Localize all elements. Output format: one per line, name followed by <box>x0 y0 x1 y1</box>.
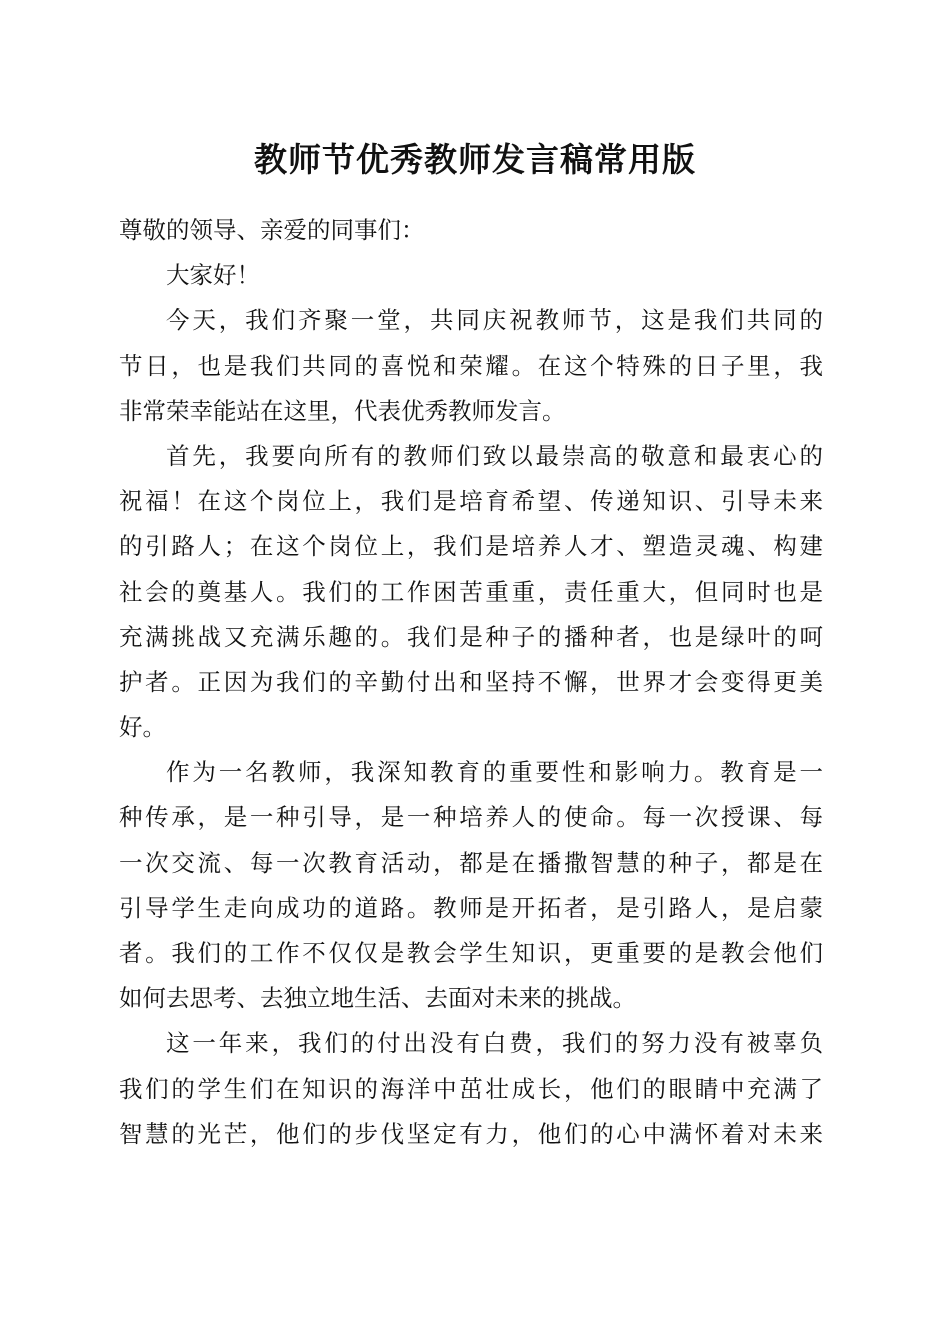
text-line: 社会的奠基人。我们的工作困苦重重，责任重大，但同时也是 <box>119 577 823 606</box>
text-line: 护者。正因为我们的辛勤付出和坚持不懈，世界才会变得更美 <box>119 667 823 696</box>
text-line: 我们的学生们在知识的海洋中茁壮成长，他们的眼睛中充满了 <box>119 1074 823 1103</box>
text-line: 引导学生走向成功的道路。教师是开拓者，是引路人，是启蒙 <box>119 893 823 922</box>
text-line: 尊敬的领导、亲爱的同事们： <box>119 216 425 244</box>
text-line: 种传承，是一种引导，是一种培养人的使命。每一次授课、每 <box>119 803 823 832</box>
text-line: 今天，我们齐聚一堂，共同庆祝教师节，这是我们共同的 <box>166 306 823 335</box>
text-line: 这一年来，我们的付出没有白费，我们的努力没有被辜负 <box>166 1029 823 1058</box>
text-line: 大家好！ <box>166 261 260 290</box>
text-line: 好。 <box>119 713 166 742</box>
text-line: 者。我们的工作不仅仅是教会学生知识，更重要的是教会他们 <box>119 939 823 967</box>
text-line: 非常荣幸能站在这里，代表优秀教师发言。 <box>119 396 566 425</box>
document-body <box>119 208 823 1157</box>
text-line: 作为一名教师，我深知教育的重要性和影响力。教育是一 <box>166 758 823 787</box>
text-line: 充满挑战又充满乐趣的。我们是种子的播种者，也是绿叶的呵 <box>119 622 823 651</box>
document-title: 教师节优秀教师发言稿常用版 <box>254 140 696 179</box>
text-line: 如何去思考、去独立地生活、去面对未来的挑战。 <box>119 984 636 1013</box>
text-line: 的引路人；在这个岗位上，我们是培养人才、塑造灵魂、构建 <box>119 532 823 561</box>
text-line: 一次交流、每一次教育活动，都是在播撒智慧的种子，都是在 <box>119 848 823 877</box>
text-line: 首先，我要向所有的教师们致以最崇高的敬意和最衷心的 <box>166 441 823 470</box>
text-line: 节日，也是我们共同的喜悦和荣耀。在这个特殊的日子里，我 <box>119 351 823 380</box>
text-line: 祝福！在这个岗位上，我们是培育希望、传递知识、引导未来 <box>119 487 823 516</box>
text-line: 智慧的光芒，他们的步伐坚定有力，他们的心中满怀着对未来 <box>119 1119 823 1148</box>
